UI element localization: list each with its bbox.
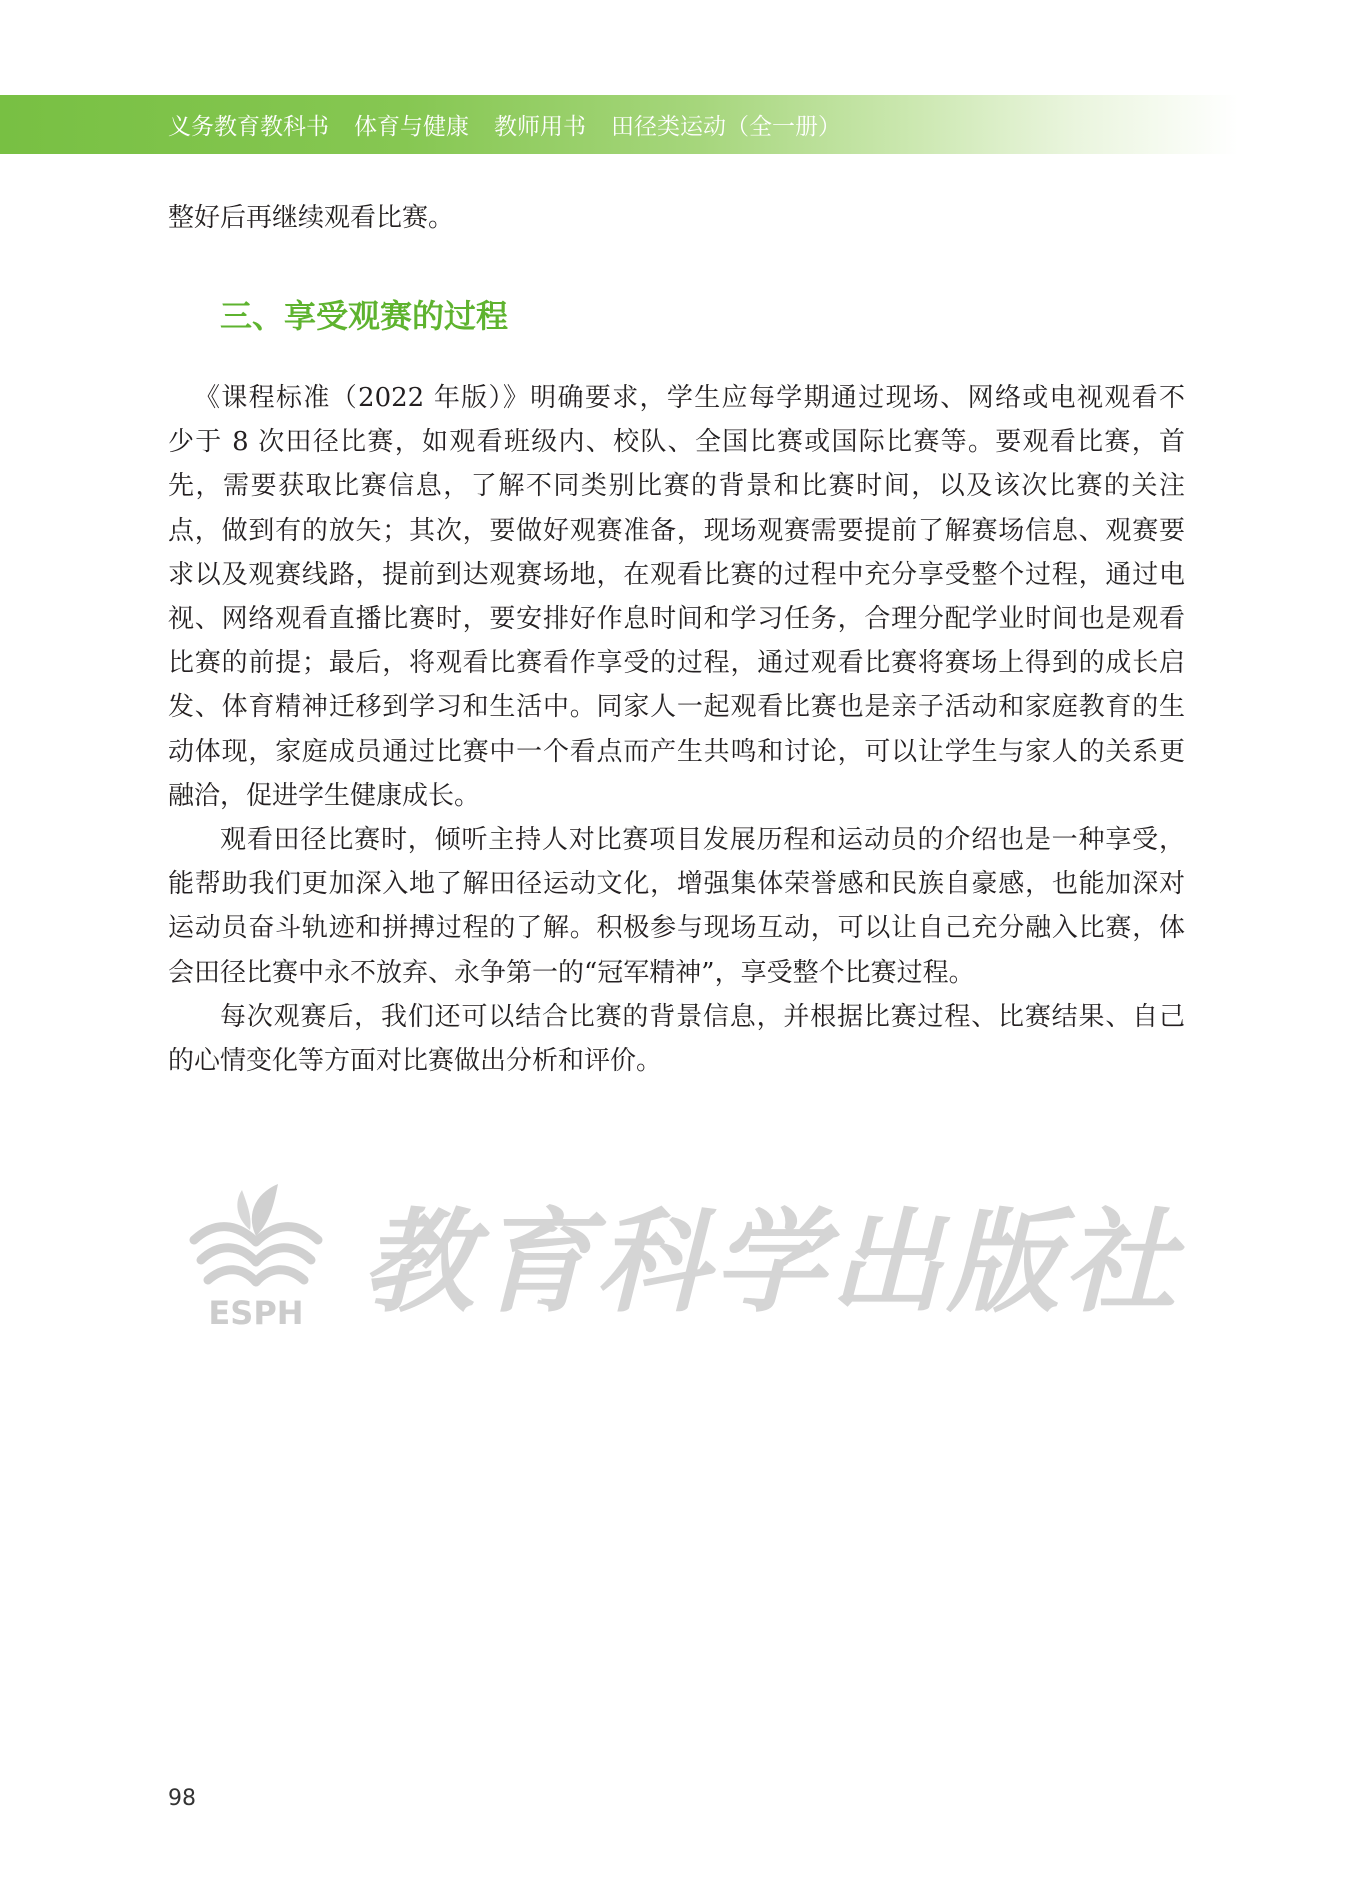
publisher-watermark: 教育科学出版社	[362, 1197, 1181, 1328]
esph-logo-icon	[186, 1178, 326, 1330]
header-item-book-type: 教师用书	[494, 114, 586, 140]
text-line: 会田径比赛中永不放弃、永争第一的“冠军精神”，享受整个比赛过程。	[168, 957, 975, 988]
text-line: 动体现，家庭成员通过比赛中一个看点而产生共鸣和讨论，可以让学生与家人的关系更	[168, 736, 1185, 767]
paragraph	[168, 995, 1185, 1083]
text-line: 《课程标准（2022 年版）》明确要求，学生应每学期通过现场、网络或电视观看不	[194, 383, 1185, 413]
paragraph	[168, 818, 1185, 995]
page-number: 98	[168, 1786, 196, 1811]
text-line: 少于 8 次田径比赛，如观看班级内、校队、全国比赛或国际比赛等。要观看比赛，首	[168, 427, 1185, 458]
continuation-text: 整好后再继续观看比赛。	[168, 203, 455, 233]
text-line: 比赛的前提；最后，将观看比赛看作享受的过程，通过观看比赛将赛场上得到的成长启	[168, 648, 1185, 679]
text-line: 能帮助我们更加深入地了解田径运动文化，增强集体荣誉感和民族自豪感，也能加深对	[168, 869, 1185, 900]
text-line: 发、体育精神迁移到学习和生活中。同家人一起观看比赛也是亲子活动和家庭教育的生	[168, 692, 1185, 723]
header-item-subject: 体育与健康	[354, 114, 469, 140]
text-line: 点，做到有的放矢；其次，要做好观赛准备，现场观赛需要提前了解赛场信息、观赛要	[168, 515, 1185, 546]
text-line: 每次观赛后，我们还可以结合比赛的背景信息，并根据比赛过程、比赛结果、自己	[220, 1001, 1185, 1032]
header-bar	[0, 95, 1346, 154]
body-text	[168, 376, 1185, 1083]
paragraph	[168, 376, 1185, 818]
header-item-series: 义务教育教科书	[168, 114, 329, 140]
text-line: 融洽，促进学生健康成长。	[168, 780, 481, 811]
text-line: 视、网络观看直播比赛时，要安排好作息时间和学习任务，合理分配学业时间也是观看	[168, 604, 1185, 635]
section-heading: 三、享受观赛的过程	[220, 297, 509, 335]
text-line: 观看田径比赛时，倾听主持人对比赛项目发展历程和运动员的介绍也是一种享受，	[220, 825, 1185, 856]
header-breadcrumb	[168, 95, 841, 154]
text-line: 先，需要获取比赛信息，了解不同类别比赛的背景和比赛时间，以及该次比赛的关注	[168, 471, 1185, 502]
text-line: 运动员奋斗轨迹和拼搏过程的了解。积极参与现场互动，可以让自己充分融入比赛，体	[168, 913, 1185, 944]
esph-logo-text: ESPH	[208, 1294, 304, 1330]
text-line: 的心情变化等方面对比赛做出分析和评价。	[168, 1046, 663, 1077]
text-line: 求以及观赛线路，提前到达观赛场地，在观看比赛的过程中充分享受整个过程，通过电	[168, 559, 1185, 590]
header-item-volume: 田径类运动（全一册）	[611, 114, 841, 140]
